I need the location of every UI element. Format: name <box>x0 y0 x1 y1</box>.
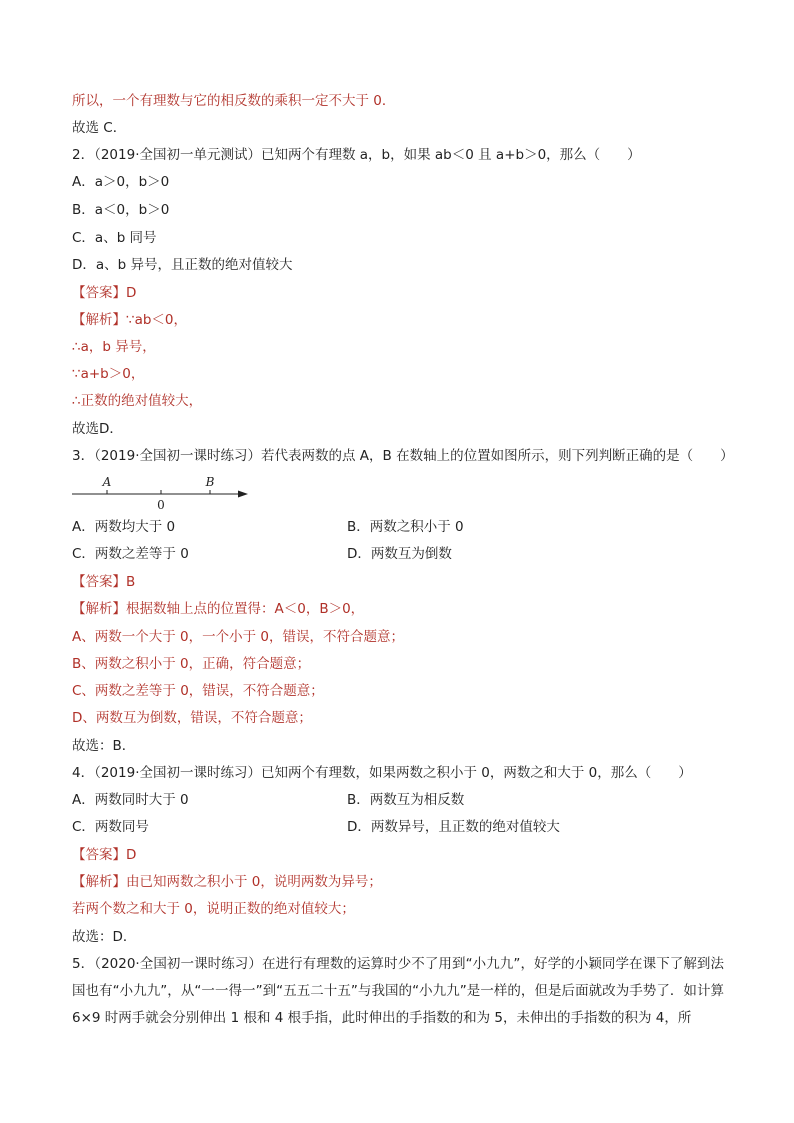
analysis-text: ∵ab＜0， <box>126 312 188 328</box>
q3-conclusion: 故选：B． <box>72 738 136 754</box>
answer-value: D <box>126 847 137 863</box>
q3-stem: 3．（2019·全国初一课时练习）若代表两数的点 A，B 在数轴上的位置如图所示，则下列判断正确的是（ ） <box>72 448 734 464</box>
answer-value: B <box>126 574 136 590</box>
q2-option-d: D．a、b 异号，且正数的绝对值较大 <box>72 257 293 273</box>
answer-tag: 【答案】 <box>72 285 126 301</box>
analysis-text: 由已知两数之积小于 0，说明两数为异号； <box>126 874 382 890</box>
q3-option-d: D．两数互为倒数 <box>347 546 452 562</box>
q4-option-c: C．两数同号 <box>72 819 149 835</box>
q2-analysis-4: ∴正数的绝对值较大， <box>72 393 203 409</box>
q2-answer <box>72 284 136 302</box>
analysis-tag: 【解析】 <box>72 601 126 617</box>
q2-stem: 2．（2019·全国初一单元测试）已知两个有理数 a，b，如果 ab＜0 且 a+b＞0，那么（ ） <box>72 147 641 163</box>
label-zero: 0 <box>157 498 165 512</box>
analysis-text: 根据数轴上点的位置得：A＜0，B＞0， <box>126 601 365 617</box>
analysis-tag: 【解析】 <box>72 312 126 328</box>
q4-stem: 4．（2019·全国初一课时练习）已知两个有理数，如果两数之积小于 0，两数之和大于 0，那么（ ） <box>72 765 692 781</box>
q4-conclusion: 故选：D． <box>72 929 137 945</box>
q2-option-a: A．a＞0，b＞0 <box>72 174 170 190</box>
label-a: A <box>102 475 112 489</box>
q3-option-b: B．两数之积小于 0 <box>347 519 464 535</box>
q2-option-c: C．a、b 同号 <box>72 230 157 246</box>
q4-answer <box>72 846 136 864</box>
q3-analysis-3: B、两数之积小于 0，正确，符合题意； <box>72 656 311 672</box>
intro-line-2: 故选 C． <box>72 120 127 136</box>
q3-analysis-1 <box>72 600 364 618</box>
q3-answer <box>72 573 135 591</box>
q4-option-b: B．两数互为相反数 <box>347 792 465 808</box>
answer-tag: 【答案】 <box>72 574 126 590</box>
q2-analysis-2: ∴a，b 异号， <box>72 339 156 355</box>
q2-analysis-3: ∵a+b＞0， <box>72 366 145 382</box>
q3-analysis-5: D、两数互为倒数，错误，不符合题意； <box>72 710 312 726</box>
number-line-figure <box>66 474 256 514</box>
q4-option-a: A．两数同时大于 0 <box>72 792 189 808</box>
q4-analysis-1 <box>72 873 382 891</box>
q2-analysis-1 <box>72 311 187 329</box>
answer-value: D <box>126 285 137 301</box>
number-line-arrow <box>238 491 248 498</box>
q2-option-b: B．a＜0，b＞0 <box>72 202 170 218</box>
q4-analysis-2: 若两个数之和大于 0，说明正数的绝对值较大； <box>72 901 355 917</box>
q3-analysis-2: A、两数一个大于 0，一个小于 0，错误，不符合题意； <box>72 629 404 645</box>
q3-option-c: C．两数之差等于 0 <box>72 546 189 562</box>
q3-analysis-4: C、两数之差等于 0，错误，不符合题意； <box>72 683 324 699</box>
analysis-tag: 【解析】 <box>72 874 126 890</box>
q2-conclusion: 故选D． <box>72 421 123 437</box>
q3-option-a: A．两数均大于 0 <box>72 519 176 535</box>
answer-tag: 【答案】 <box>72 847 126 863</box>
q5-text: 5．（2020·全国初一课时练习）在进行有理数的运算时少不了用到“小九九”，好学的小颖同学在课下了解到法国也有“小九九”，从“一一得一”到“五五二十五”与我国的“小九九”是一样的，但是后面就改为手势了．如计算 6×9 时两手就会分别伸出 1 根和 4 根手指，此时伸出的手指数的和为 5，未伸出的手指数的积为 4，所 <box>72 956 724 1026</box>
intro-line-1: 所以，一个有理数与它的相反数的乘积一定不大于 0． <box>72 93 396 109</box>
q4-option-d: D．两数异号，且正数的绝对值较大 <box>347 819 560 835</box>
label-b: B <box>205 475 215 489</box>
